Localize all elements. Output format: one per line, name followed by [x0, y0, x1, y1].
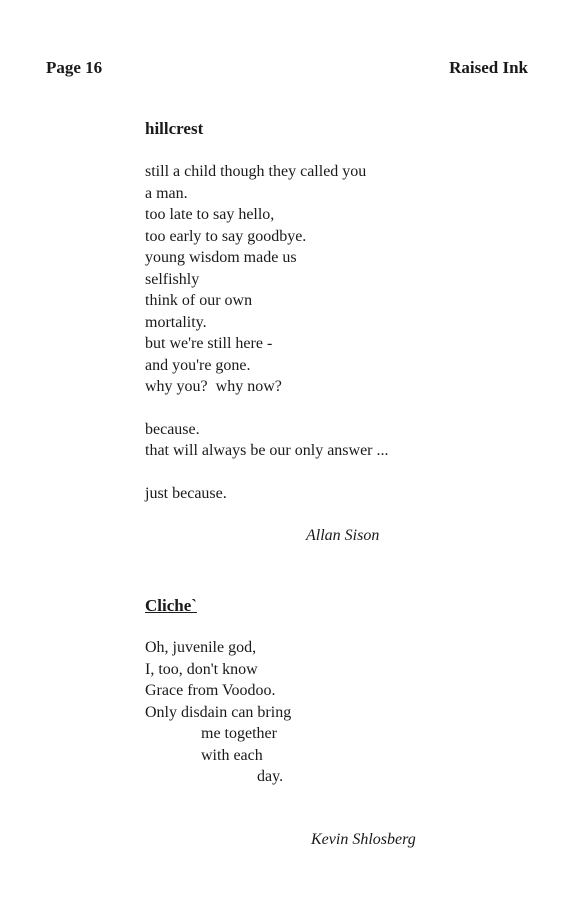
poem-line: but we're still here -: [145, 335, 273, 352]
poem-line: why you? why now?: [145, 378, 282, 395]
stanza: [145, 637, 291, 788]
stanza: [145, 419, 389, 462]
poem-line: Oh, juvenile god,: [145, 639, 257, 656]
poem-line: because.: [145, 420, 200, 438]
poem-line: still a child though they called you: [145, 163, 367, 180]
stanza: [145, 161, 389, 398]
poem-line: I, too, don't know: [145, 660, 258, 678]
poem-line: young wisdom made us: [145, 249, 297, 266]
poem-line: a man.: [145, 184, 188, 202]
publication-name: Raised Ink: [449, 58, 528, 77]
poem-line: just because.: [145, 484, 227, 502]
poem-line: selfishly: [145, 270, 200, 288]
poem-line: too late to say hello,: [145, 206, 275, 223]
poem-hillcrest: [145, 119, 389, 504]
poem-line: Grace from Voodoo.: [145, 682, 276, 699]
poem-line: too early to say goodbye.: [145, 227, 307, 245]
poem-line: with each: [201, 746, 263, 764]
poem-line: me together: [201, 725, 277, 742]
poem-line: think of our own: [145, 292, 253, 309]
poem-line: mortality.: [145, 313, 207, 331]
poem-title: hillcrest: [145, 119, 204, 138]
poem-line: day.: [257, 768, 284, 785]
poem-author: Allan Sison: [306, 527, 380, 544]
poem-line: that will always be our only answer ...: [145, 442, 389, 459]
poem-cliche: [145, 596, 291, 788]
poem-title: Cliche`: [145, 596, 197, 615]
poem-line: and you're gone.: [145, 356, 251, 374]
page-number: Page 16: [46, 58, 103, 77]
poem-line: Only disdain can bring: [145, 703, 292, 721]
poem-author: Kevin Shlosberg: [311, 831, 416, 848]
stanza: [145, 483, 389, 505]
